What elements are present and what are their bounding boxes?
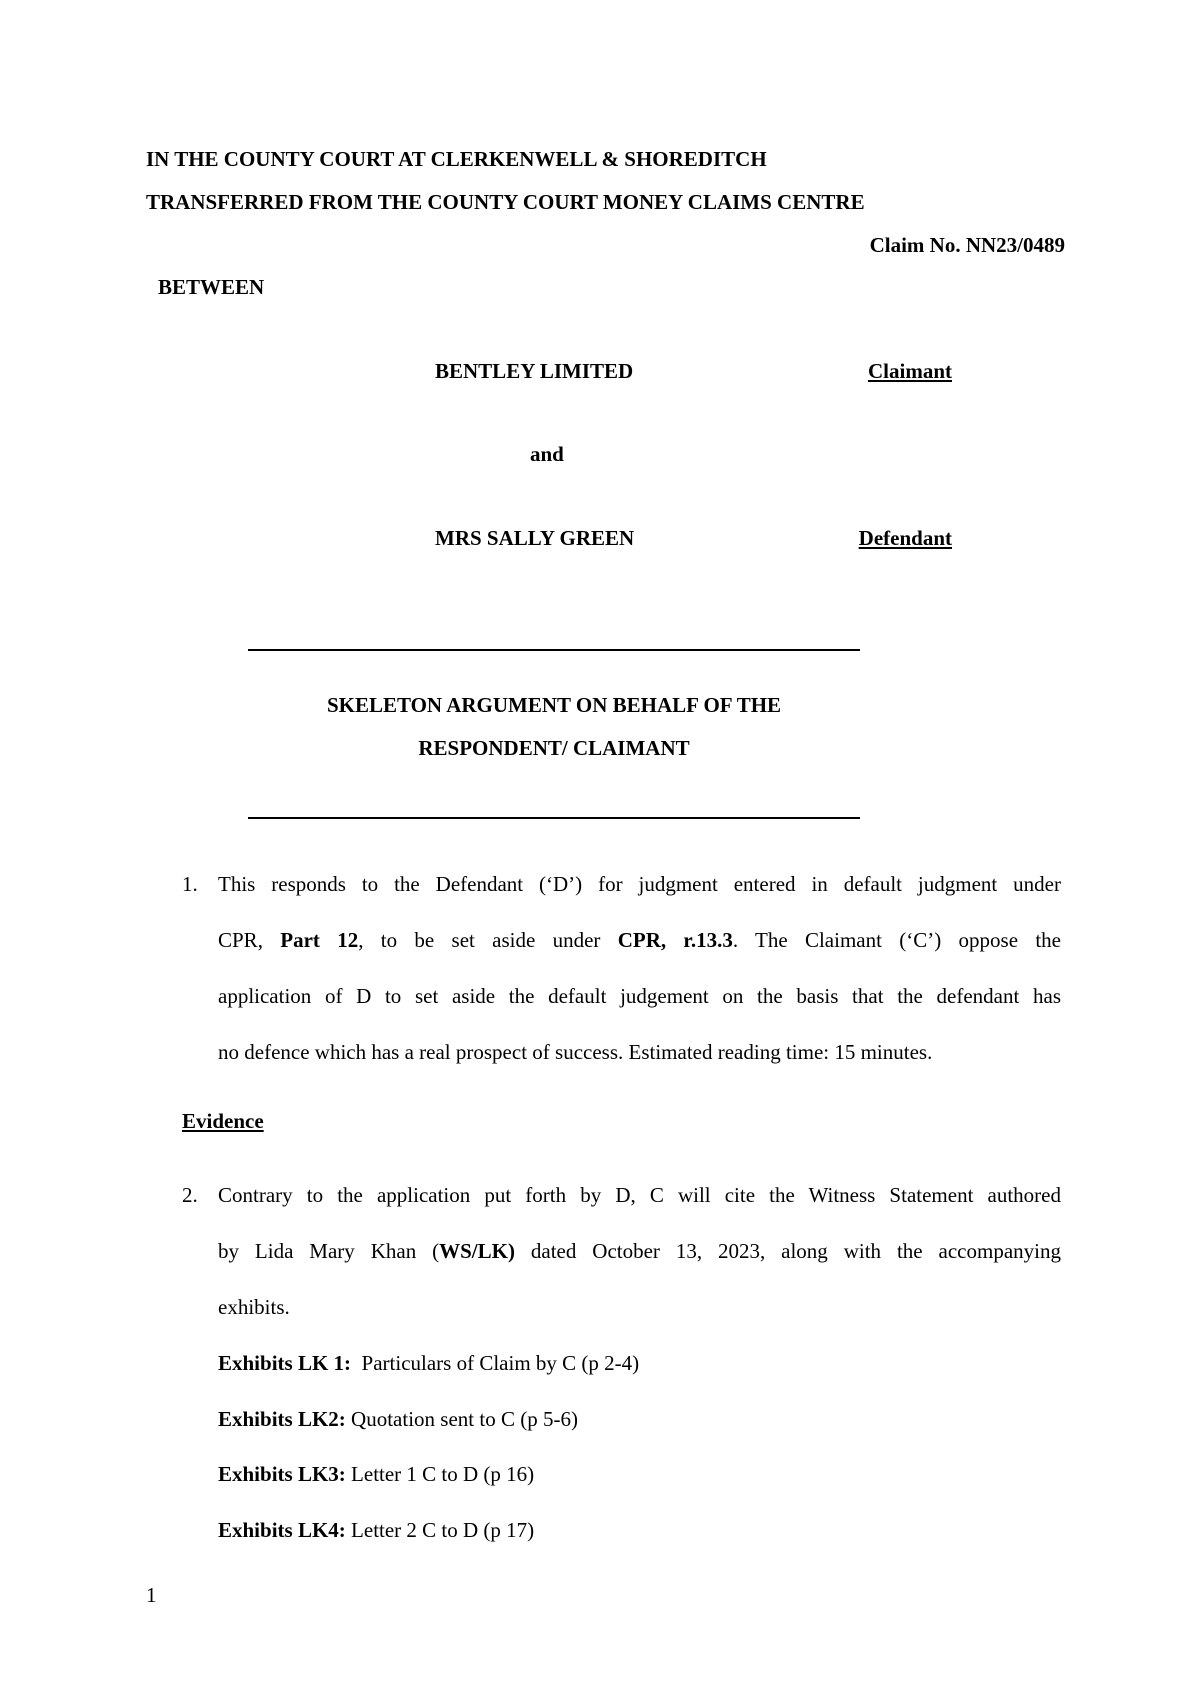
claimant-role: Claimant	[868, 359, 952, 383]
exhibit-label: Exhibits LK2:	[218, 1407, 346, 1431]
cpr-part-12: Part 12	[280, 928, 359, 952]
exhibit-item	[218, 1351, 639, 1376]
exhibit-label: Exhibits LK3:	[218, 1462, 346, 1486]
ws-lk-ref: WS/LK)	[439, 1239, 515, 1263]
title-rule-top	[248, 649, 860, 651]
para-1-text: . The Claimant (‘C’) oppose the	[732, 928, 1061, 952]
title-line-2: RESPONDENT/ CLAIMANT	[418, 736, 690, 760]
para-2-line-2	[218, 1223, 1061, 1279]
para-2	[218, 1167, 1061, 1335]
cpr-rule-13-3: CPR, r.13.3	[617, 928, 733, 952]
title-rule-bottom	[248, 817, 860, 819]
exhibit-text: Letter 2 C to D (p 17)	[345, 1518, 535, 1542]
exhibit-item	[218, 1518, 534, 1543]
title-line-1: SKELETON ARGUMENT ON BEHALF OF THE	[326, 693, 782, 717]
para-2-text: dated October 13, 2023, along with the accompanying	[514, 1239, 1061, 1263]
defendant-name: MRS SALLY GREEN	[435, 526, 635, 550]
transfer-line: TRANSFERRED FROM THE COUNTY COURT MONEY CLAIMS CENTRE	[146, 190, 865, 214]
exhibit-text: Quotation sent to C (p 5-6)	[345, 1407, 578, 1431]
exhibit-item	[218, 1407, 578, 1432]
exhibit-item	[218, 1462, 534, 1487]
para-2-text: by Lida Mary Khan (	[218, 1239, 440, 1263]
para-1-line-1: This responds to the Defendant (‘D’) for judgment entered in default judgment under	[218, 872, 1061, 896]
para-1-text: , to be set aside under	[358, 928, 618, 952]
exhibit-label: Exhibits LK4:	[218, 1518, 346, 1542]
para-1	[218, 856, 1061, 1080]
exhibit-label: Exhibits LK 1:	[218, 1351, 352, 1375]
defendant-role: Defendant	[858, 526, 952, 550]
para-2-line-3: exhibits.	[218, 1295, 290, 1319]
claimant-name: BENTLEY LIMITED	[435, 359, 634, 383]
claim-number: Claim No. NN23/0489	[869, 233, 1065, 257]
para-1-line-2	[218, 912, 1061, 968]
exhibit-text: Particulars of Claim by C (p 2-4)	[351, 1351, 640, 1375]
para-1-line-4: no defence which has a real prospect of success. Estimated reading time: 15 minutes.	[218, 1040, 933, 1064]
para-1-number: 1.	[182, 872, 198, 896]
para-2-number: 2.	[182, 1183, 198, 1207]
evidence-heading: Evidence	[182, 1109, 264, 1133]
exhibit-text: Letter 1 C to D (p 16)	[345, 1462, 535, 1486]
court-line: IN THE COUNTY COURT AT CLERKENWELL & SHOREDITCH	[146, 147, 767, 171]
para-1-line-3: application of D to set aside the default judgement on the basis that the defendant has	[218, 984, 1061, 1008]
and-label: and	[530, 442, 564, 466]
para-2-line-1: Contrary to the application put forth by D, C will cite the Witness Statement authored	[218, 1183, 1061, 1207]
page-number: 1	[146, 1583, 157, 1607]
para-1-text: CPR,	[218, 928, 281, 952]
between-label: BETWEEN	[158, 275, 265, 299]
